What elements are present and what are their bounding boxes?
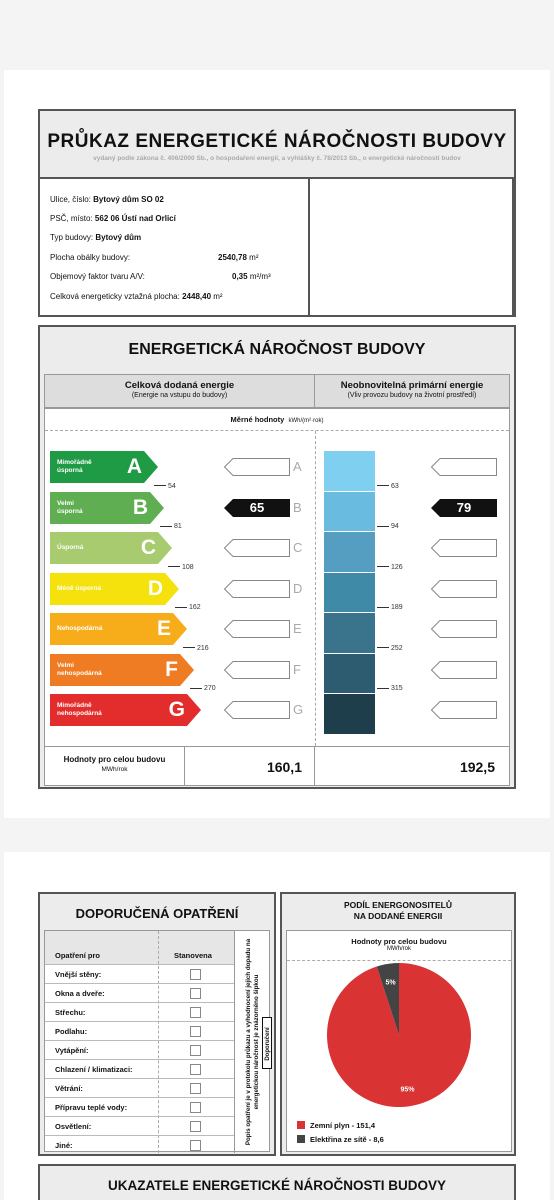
measure-name: Osvětlení: [55, 1122, 92, 1131]
energy-class-label-line: Mimořádně [57, 702, 92, 709]
pie-legend-swatch [297, 1121, 305, 1129]
energy-class-label [57, 500, 133, 516]
energy-class-label-line: Velmi [57, 499, 74, 507]
info-envelope: Plocha obálky budovy: [50, 253, 131, 262]
delivered-threshold: 162 [175, 604, 201, 611]
primary-energy-title: Neobnovitelná primární energie [340, 380, 484, 391]
pie-legend-label: Elektřina ze sítě - 8,6 [310, 1135, 384, 1144]
energy-class-band-b [50, 492, 150, 524]
info-envelope-value: 2540,78 m² [218, 253, 259, 262]
pie-legend-item [297, 1121, 375, 1130]
energy-class-letter: E [156, 617, 171, 640]
specific-values-row [45, 409, 509, 431]
measure-checkbox[interactable] [190, 1083, 201, 1094]
delivered-threshold: 216 [183, 645, 209, 652]
pie-unit: MWh/rok [387, 946, 411, 952]
photo-placeholder [308, 177, 514, 317]
delivered-energy-title: Celková dodaná energie [124, 380, 235, 391]
pie-panel [286, 930, 512, 1152]
delivered-class-letter: B [293, 499, 302, 515]
measure-checkbox[interactable] [190, 1026, 201, 1037]
primary-threshold: 126 [377, 564, 403, 571]
info-area: Celková energeticky vztažná plocha: 2448,40 m² [50, 292, 223, 301]
measure-checkbox[interactable] [190, 1121, 201, 1132]
primary-threshold: 252 [377, 645, 403, 652]
measure-name: Přípravu teplé vody: [55, 1103, 128, 1112]
primary-energy-bar-segment [324, 613, 375, 653]
primary-energy-bar-segment [324, 654, 375, 694]
energy-class-label-line: úsporná [57, 507, 83, 515]
delivered-class-letter: A [293, 459, 302, 474]
primary-class-arrow [431, 661, 497, 679]
delivered-class-arrow [224, 661, 290, 679]
info-type: Typ budovy: Bytový dům [50, 233, 142, 242]
energy-carriers-panel [280, 892, 516, 1156]
primary-energy-bar-segment [324, 451, 375, 491]
delivered-threshold: 54 [154, 483, 176, 490]
measure-checkbox[interactable] [190, 1102, 201, 1113]
building-info [38, 177, 516, 317]
specific-label: Měrné hodnoty [230, 415, 285, 424]
col-recommended-header: Stanovena [174, 951, 212, 960]
energy-class-label-line: Velmi [57, 661, 74, 669]
energy-class-letter: G [168, 698, 185, 721]
energy-class-label [57, 544, 141, 552]
delivered-class-letter: G [293, 702, 304, 717]
energy-class-letter: C [140, 536, 156, 559]
primary-class-arrow [431, 701, 497, 719]
totals-delivered-cell [185, 747, 315, 785]
measure-name: Chlazení / klimatizaci: [55, 1065, 133, 1074]
col-for-header: Opatření pro [55, 951, 101, 960]
measure-row [45, 983, 234, 1002]
pie-header [287, 931, 511, 961]
energy-class-label-line: úsporná [57, 467, 83, 474]
measure-row [45, 1116, 234, 1135]
delivered-threshold: 81 [160, 523, 182, 530]
energy-class-label [57, 662, 165, 678]
energy-class-label [57, 702, 169, 718]
total-delivered-value: 160,1 [266, 759, 302, 775]
measure-checkbox[interactable] [190, 988, 201, 999]
measure-name: Podlahu: [55, 1027, 88, 1036]
primary-threshold: 63 [377, 483, 399, 490]
energy-class-label-line: nehospodárná [57, 710, 102, 717]
measure-row [45, 1097, 234, 1116]
delivered-class-arrow [224, 580, 290, 598]
delivered-threshold: 270 [190, 685, 216, 692]
delivered-class-arrow [224, 539, 290, 557]
primary-threshold: 94 [377, 523, 399, 530]
measure-name: Okna a dveře: [55, 989, 105, 998]
energy-class-band-d [50, 573, 165, 605]
totals-label-cell [45, 747, 185, 785]
delivered-class-arrow [224, 620, 290, 638]
primary-class-arrow [431, 539, 497, 557]
measure-row [45, 1040, 234, 1059]
energy-class-label-line: Nehospodárná [57, 625, 103, 632]
primary-energy-header [314, 374, 510, 408]
measure-checkbox[interactable] [190, 969, 201, 980]
measures-table [44, 930, 270, 1152]
measures-title: DOPORUČENÁ OPATŘENÍ [75, 906, 239, 921]
energy-class-band-e [50, 613, 173, 645]
measure-row [45, 1059, 234, 1078]
pie-legend-label: Zemní plyn - 151,4 [310, 1121, 376, 1130]
total-primary-value: 192,5 [459, 759, 495, 775]
side-note-text: Popis opatření je v protokolu průkazu a vyhodnocení jejich dopadu na energetickou náročnost je znázorněno šipkou [245, 938, 260, 1146]
measure-row [45, 1078, 234, 1097]
recommended-measures-panel [38, 892, 276, 1156]
totals-unit: MWh/rok [101, 766, 128, 773]
primary-energy-bar-segment [324, 694, 375, 734]
totals-row [44, 746, 510, 786]
measure-row [45, 1021, 234, 1040]
energy-class-label [57, 585, 148, 593]
measure-name: Větrání: [55, 1084, 83, 1093]
primary-energy-sub: (Vliv provozu budovy na životní prostředí) [347, 392, 477, 399]
measure-name: Vytápění: [55, 1046, 89, 1055]
pie-slice-label: 95% [400, 1086, 415, 1094]
delivered-energy-sub: (Energie na vstupu do budovy) [131, 392, 228, 399]
page-title: PRŮKAZ ENERGETICKÉ NÁROČNOSTI BUDOVY [47, 131, 507, 152]
carriers-title [282, 900, 514, 922]
primary-threshold: 189 [377, 604, 403, 611]
measure-checkbox[interactable] [190, 1045, 201, 1056]
delivered-threshold: 108 [168, 564, 194, 571]
pie-legend-item [297, 1135, 384, 1144]
primary-energy-bar-segment [324, 492, 375, 532]
energy-class-label [57, 459, 127, 475]
energy-class-label-line: Mimořádně [57, 459, 92, 466]
measure-row [45, 1002, 234, 1021]
page-subtitle: vydaný podle zákona č. 406/2000 Sb., o hospodaření energií, a vyhlášky č. 78/2013 Sb., o energetické náročnosti budov [93, 155, 461, 162]
delivered-class-letter: D [293, 580, 303, 596]
energy-class-label-line: Úsporná [57, 544, 84, 551]
energy-class-label-line: nehospodárná [57, 669, 102, 677]
carriers-title-line2: NA DODANÉ ENERGII [353, 911, 443, 921]
energy-class-letter: A [126, 455, 142, 478]
energy-class-band-f [50, 654, 180, 686]
rating-title: ENERGETICKÁ NÁROČNOST BUDOVY [128, 341, 426, 358]
info-zip: PSČ, místo: 562 06 Ústí nad Orlicí [50, 214, 176, 223]
measure-checkbox[interactable] [190, 1064, 201, 1075]
measure-name: Vnější stěny: [55, 970, 102, 979]
pie-legend-swatch [297, 1135, 305, 1143]
primary-energy-marker [431, 499, 497, 517]
pie-slice-label: 5% [385, 979, 396, 987]
delivered-class-letter: F [293, 661, 301, 677]
delivered-class-arrow [224, 458, 290, 476]
measures-table-header [45, 931, 234, 964]
energy-class-label [57, 625, 157, 633]
certificate-page-2 [4, 852, 550, 1200]
column-divider [315, 431, 316, 746]
delivered-class-letter: E [293, 621, 302, 636]
measure-name: Střechu: [55, 1008, 86, 1017]
delivered-energy-header [44, 374, 315, 408]
info-factor: Objemový faktor tvaru A/V: [50, 272, 145, 281]
primary-threshold: 315 [377, 685, 403, 692]
carriers-title-line1: PODÍL ENERGONOSITELŮ [344, 900, 452, 910]
energy-class-letter: B [132, 495, 148, 519]
primary-class-arrow [431, 458, 497, 476]
energy-class-band-a [50, 451, 144, 483]
primary-energy-bar-segment [324, 532, 375, 572]
delivered-class-letter: C [293, 540, 303, 555]
measure-checkbox[interactable] [190, 1007, 201, 1018]
recommendation-label: Doporučení [265, 1027, 271, 1061]
measure-name: Jiné: [55, 1141, 73, 1150]
delivered-energy-value: 65 [249, 500, 265, 515]
energy-class-label-line: Méně úsporná [57, 584, 102, 592]
recommendation-arrow [262, 1017, 272, 1069]
indicators-panel [38, 1164, 516, 1200]
measure-row [45, 964, 234, 983]
energy-class-band-g [50, 694, 187, 726]
delivered-class-arrow [224, 701, 290, 719]
energy-rating-panel [38, 325, 516, 789]
primary-class-arrow [431, 580, 497, 598]
primary-class-arrow [431, 620, 497, 638]
info-factor-value: 0,35 m²/m³ [232, 272, 271, 281]
indicators-title: UKAZATELE ENERGETICKÉ NÁROČNOSTI BUDOVY [107, 1178, 446, 1193]
certificate-header [38, 109, 516, 179]
measure-row [45, 1135, 234, 1154]
energy-class-letter: D [147, 576, 163, 600]
pie-subtitle: Hodnoty pro celou budovu [351, 937, 447, 946]
specific-unit: kWh/(m²·rok) [288, 418, 324, 424]
totals-label: Hodnoty pro celou budovu [63, 755, 166, 764]
info-street: Ulice, číslo: Bytový dům SO 02 [50, 195, 164, 204]
energy-class-band-c [50, 532, 158, 564]
primary-energy-bar-segment [324, 573, 375, 613]
energy-class-letter: F [165, 657, 178, 681]
certificate-page-1 [4, 70, 550, 818]
primary-energy-value: 79 [456, 500, 472, 515]
delivered-energy-marker [224, 499, 290, 517]
measure-checkbox[interactable] [190, 1140, 201, 1151]
